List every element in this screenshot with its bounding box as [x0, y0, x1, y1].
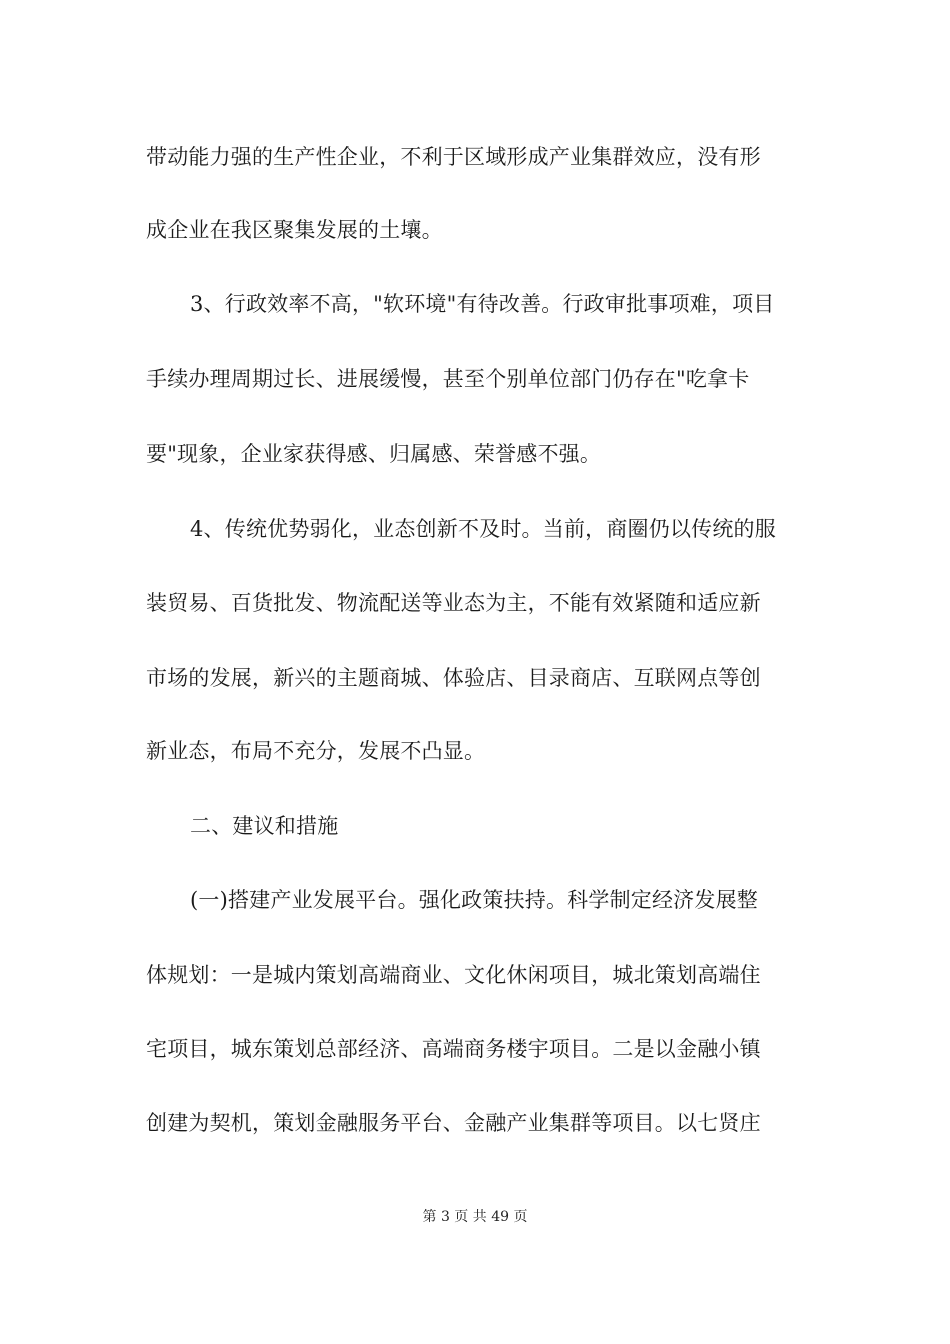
body-text-line: 新业态，布局不充分，发展不凸显。	[146, 739, 486, 763]
body-text-line: 要"现象，企业家获得感、归属感、荣誉感不强。	[146, 442, 602, 466]
body-text-line: 市场的发展，新兴的主题商城、体验店、目录商店、互联网点等创	[146, 666, 761, 690]
body-text-line: 创建为契机，策划金融服务平台、金融产业集群等项目。以七贤庄	[146, 1111, 761, 1135]
body-text-line: 宅项目，城东策划总部经济、高端商务楼宇项目。二是以金融小镇	[146, 1037, 761, 1061]
body-text-line: 装贸易、百货批发、物流配送等业态为主，不能有效紧随和适应新	[146, 591, 761, 615]
paragraph-first-line: 4、传统优势弱化，业态创新不及时。当前，商圈仍以传统的服	[190, 517, 776, 541]
body-text-line: 体规划：一是城内策划高端商业、文化休闲项目，城北策划高端住	[146, 963, 761, 987]
paragraph-first-line: 3、行政效率不高，"软环境"有待改善。行政审批事项难，项目	[190, 292, 775, 316]
body-text-line: 成企业在我区聚集发展的土壤。	[146, 218, 443, 242]
body-text-line: 手续办理周期过长、进展缓慢，甚至个别单位部门仍存在"吃拿卡	[146, 367, 750, 391]
page-number-footer: 第 3 页 共 49 页	[422, 1209, 528, 1225]
section-heading: 二、建议和措施	[190, 814, 339, 838]
body-text-line: 带动能力强的生产性企业，不利于区域形成产业集群效应，没有形	[146, 145, 761, 169]
paragraph-first-line: (一)搭建产业发展平台。强化政策扶持。科学制定经济发展整	[190, 888, 758, 912]
